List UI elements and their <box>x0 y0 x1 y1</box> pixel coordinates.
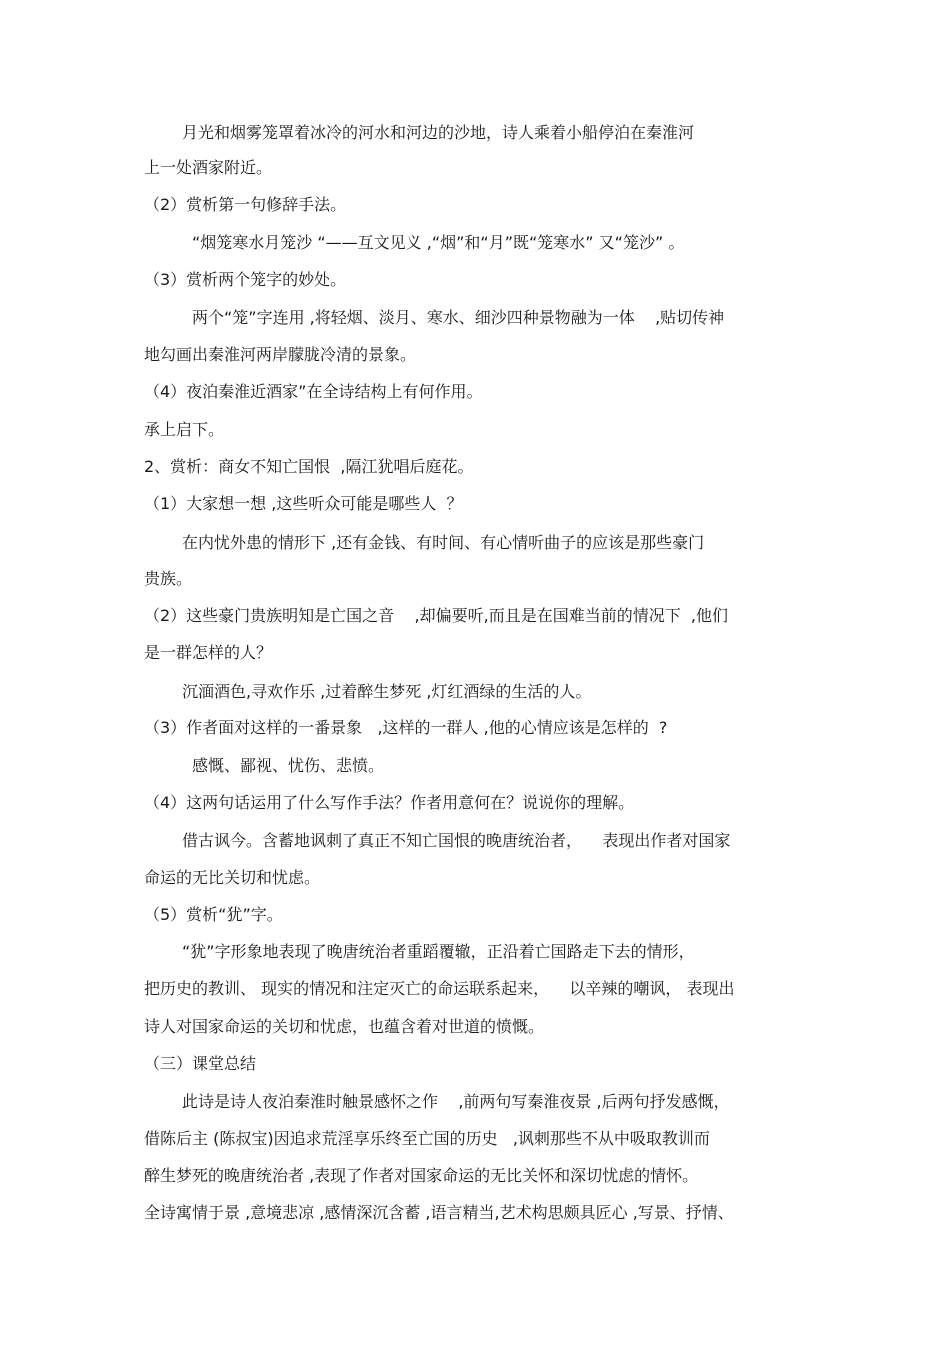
text-line-25: 诗人对国家命运的关切和忧虑，也蕴含着对世道的愤慨。 <box>144 1017 545 1036</box>
text-line-9: 承上启下。 <box>144 420 225 439</box>
text-line-5: （3）赏析两个笼字的妙处。 <box>144 270 347 289</box>
text-line-30: 全诗寓情于景 ,意境悲凉 ,感情深沉含蓄 ,语言精当,艺术构思颇具匠心 ,写景、抒情、 <box>144 1203 734 1222</box>
text-line-14: （2）这些豪门贵族明知是亡国之音 ,却偏要听,而且是在国难当前的情况下 ,他们 <box>144 606 728 625</box>
text-line-22: （5）赏析“犹”字。 <box>144 905 283 924</box>
text-line-16: 沉湎酒色,寻欢作乐 ,过着醉生梦死 ,灯红酒绿的生活的人。 <box>182 682 592 701</box>
text-line-19: （4）这两句话运用了什么写作手法？作者用意何在？说说你的理解。 <box>144 793 635 812</box>
text-line-6: 两个“笼”字连用 ,将轻烟、淡月、寒水、细沙四种景物融为一体 ,贴切传神 <box>192 308 725 327</box>
text-line-26: （三）课堂总结 <box>144 1054 257 1073</box>
text-line-2: 上一处酒家附近。 <box>144 158 273 177</box>
text-line-17: （3）作者面对这样的一番景象 ,这样的一群人 ,他的心情应该是怎样的 ? <box>144 718 668 737</box>
text-line-4: “烟笼寒水月笼沙 “——互文见义 ,“烟”和“月”既“笼寒水” 又“笼沙” 。 <box>192 233 685 252</box>
text-line-29: 醉生梦死的晚唐统治者 ,表现了作者对国家命运的无比关怀和深切忧虑的情怀。 <box>144 1166 699 1185</box>
text-line-21: 命运的无比关切和忧虑。 <box>144 868 321 887</box>
text-line-12: 在内忧外患的情形下 ,还有金钱、有时间、有心情听曲子的应该是那些豪门 <box>182 533 705 552</box>
text-line-20: 借古讽今。含蓄地讽刺了真正不知亡国恨的晚唐统治者， 表现出作者对国家 <box>182 831 731 850</box>
text-line-23: “犹”字形象地表现了晚唐统治者重蹈覆辙，正沿着亡国路走下去的情形， <box>182 942 695 961</box>
text-line-10: 2、赏析：商女不知亡国恨 ,隔江犹唱后庭花。 <box>144 457 474 476</box>
text-line-3: （2）赏析第一句修辞手法。 <box>144 195 347 214</box>
text-line-27: 此诗是诗人夜泊秦淮时触景感怀之作 ,前两句写秦淮夜景 ,后两句抒发感慨， <box>182 1092 730 1111</box>
text-line-11: （1）大家想一想 ,这些听众可能是哪些人 ？ <box>144 494 463 513</box>
text-line-28: 借陈后主 (陈叔宝)因追求荒淫享乐终至亡国的历史 ,讽刺那些不从中吸取教训而 <box>144 1129 710 1148</box>
text-line-7: 地勾画出秦淮河两岸朦胧冷清的景象。 <box>144 345 417 364</box>
text-line-24: 把历史的教训、 现实的情况和注定灭亡的命运联系起来， 以辛辣的嘲讽， 表现出 <box>144 979 735 998</box>
text-line-13: 贵族。 <box>144 569 193 588</box>
text-line-15: 是一群怎样的人？ <box>144 643 273 662</box>
text-line-8: （4）夜泊秦淮近酒家”在全诗结构上有何作用。 <box>144 382 483 401</box>
text-line-18: 感慨、鄙视、忧伤、悲愤。 <box>192 756 385 775</box>
text-line-1: 月光和烟雾笼罩着冰冷的河水和河边的沙地，诗人乘着小船停泊在秦淮河 <box>182 123 695 142</box>
